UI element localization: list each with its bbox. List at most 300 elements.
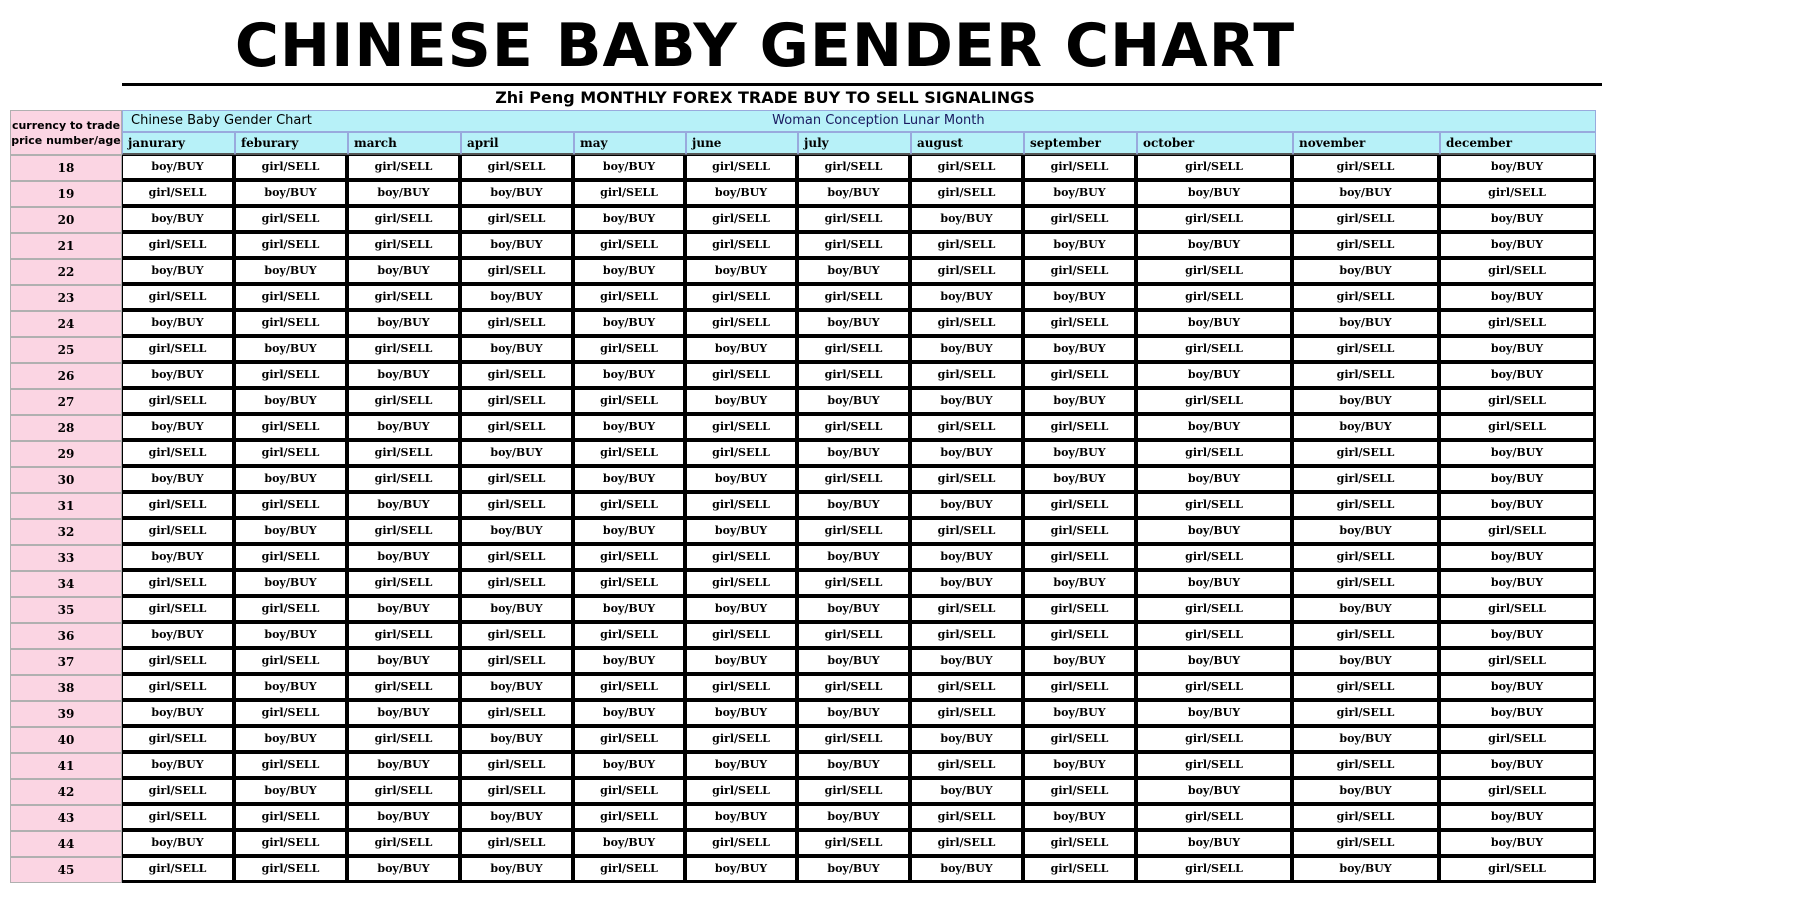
signal-cell: boy/BUY [574,649,686,675]
signal-cell: girl/SELL [1440,727,1596,753]
signal-cell: girl/SELL [686,727,798,753]
signal-cell: girl/SELL [686,545,798,571]
signal-cell: girl/SELL [1440,259,1596,285]
corner-header [10,110,122,155]
signal-cell: girl/SELL [1440,649,1596,675]
signal-cell: girl/SELL [122,441,235,467]
signal-cell: boy/BUY [1024,389,1137,415]
corner-label-line2: price number/age [11,133,121,147]
signal-cell: boy/BUY [798,545,911,571]
signal-cell: girl/SELL [1024,493,1137,519]
signal-cell: girl/SELL [911,259,1024,285]
signal-cell: girl/SELL [348,675,461,701]
age-cell: 24 [10,311,122,337]
signal-cell: girl/SELL [235,415,348,441]
signal-cell: boy/BUY [1440,623,1596,649]
signal-cell: girl/SELL [686,779,798,805]
signal-cell: boy/BUY [461,597,574,623]
page-title: CHINESE BABY GENDER CHART [234,11,1296,81]
signal-cell: boy/BUY [1293,857,1440,883]
table-row [10,233,1596,259]
signal-cell: girl/SELL [798,779,911,805]
signal-cell: girl/SELL [122,805,235,831]
signal-cell: girl/SELL [235,649,348,675]
month-header: july [798,132,911,155]
signal-cell: girl/SELL [461,753,574,779]
signal-cell: girl/SELL [1440,597,1596,623]
signal-cell: girl/SELL [122,181,235,207]
signal-cell: girl/SELL [574,441,686,467]
signal-cell: boy/BUY [348,753,461,779]
signal-cell: boy/BUY [574,753,686,779]
signal-cell: girl/SELL [686,311,798,337]
signal-cell: girl/SELL [911,467,1024,493]
signal-cell: girl/SELL [348,727,461,753]
signal-cell: girl/SELL [461,207,574,233]
signal-cell: boy/BUY [798,701,911,727]
signal-cell: boy/BUY [235,259,348,285]
table-row [10,467,1596,493]
signal-cell: girl/SELL [686,155,798,181]
signal-cell: boy/BUY [461,727,574,753]
signal-cell: girl/SELL [348,155,461,181]
signal-cell: girl/SELL [798,285,911,311]
gender-chart-table [10,110,1596,883]
signal-cell: boy/BUY [798,441,911,467]
age-cell: 37 [10,649,122,675]
signal-cell: girl/SELL [235,441,348,467]
signal-cell: boy/BUY [574,259,686,285]
signal-cell: boy/BUY [574,701,686,727]
signal-cell: girl/SELL [911,233,1024,259]
signal-cell: boy/BUY [1440,285,1596,311]
signal-cell: boy/BUY [574,311,686,337]
signal-cell: boy/BUY [1137,233,1293,259]
signal-cell: girl/SELL [798,207,911,233]
signal-cell: girl/SELL [461,493,574,519]
signal-cell: boy/BUY [686,597,798,623]
signal-cell: boy/BUY [798,181,911,207]
signal-cell: boy/BUY [348,493,461,519]
signal-cell: boy/BUY [122,467,235,493]
table-row [10,597,1596,623]
signal-cell: boy/BUY [1024,337,1137,363]
signal-cell: girl/SELL [798,519,911,545]
signal-cell: girl/SELL [1293,207,1440,233]
signal-cell: girl/SELL [1293,467,1440,493]
signal-cell: girl/SELL [1293,571,1440,597]
signal-cell: boy/BUY [911,285,1024,311]
signal-cell: boy/BUY [348,857,461,883]
signal-cell: boy/BUY [911,571,1024,597]
signal-cell: girl/SELL [686,207,798,233]
title-underline [122,83,1602,86]
table-row [10,623,1596,649]
signal-cell: boy/BUY [574,207,686,233]
signal-cell: boy/BUY [1293,181,1440,207]
chart-body [10,155,1596,883]
signal-cell: boy/BUY [235,727,348,753]
signal-cell: boy/BUY [1440,753,1596,779]
signal-cell: boy/BUY [1024,571,1137,597]
age-cell: 44 [10,831,122,857]
signal-cell: boy/BUY [1440,545,1596,571]
signal-cell: boy/BUY [1137,363,1293,389]
signal-cell: boy/BUY [1024,701,1137,727]
signal-cell: boy/BUY [235,779,348,805]
signal-cell: girl/SELL [798,363,911,389]
age-cell: 25 [10,337,122,363]
month-header: april [461,132,574,155]
signal-cell: girl/SELL [348,779,461,805]
signal-cell: girl/SELL [686,831,798,857]
age-cell: 30 [10,467,122,493]
signal-cell: boy/BUY [911,779,1024,805]
month-header: august [911,132,1024,155]
signal-cell: girl/SELL [1293,701,1440,727]
signal-cell: girl/SELL [461,467,574,493]
signal-cell: girl/SELL [461,259,574,285]
signal-cell: girl/SELL [798,337,911,363]
signal-cell: girl/SELL [911,311,1024,337]
signal-cell: girl/SELL [1137,389,1293,415]
signal-cell: boy/BUY [1137,467,1293,493]
signal-cell: boy/BUY [574,155,686,181]
table-row [10,831,1596,857]
signal-cell: boy/BUY [798,311,911,337]
table-row [10,259,1596,285]
signal-cell: boy/BUY [235,337,348,363]
signal-cell: girl/SELL [348,389,461,415]
signal-cell: boy/BUY [1440,675,1596,701]
month-header: september [1024,132,1137,155]
signal-cell: girl/SELL [798,155,911,181]
signal-cell: boy/BUY [348,545,461,571]
signal-cell: boy/BUY [122,311,235,337]
signal-cell: girl/SELL [1293,337,1440,363]
signal-cell: girl/SELL [461,545,574,571]
signal-cell: girl/SELL [574,545,686,571]
signal-cell: girl/SELL [574,675,686,701]
signal-cell: boy/BUY [1293,597,1440,623]
signal-cell: boy/BUY [1440,233,1596,259]
signal-cell: girl/SELL [1137,441,1293,467]
age-cell: 28 [10,415,122,441]
signal-cell: girl/SELL [1137,805,1293,831]
signal-cell: boy/BUY [1440,571,1596,597]
signal-cell: boy/BUY [1440,701,1596,727]
signal-cell: girl/SELL [911,805,1024,831]
table-row [10,571,1596,597]
signal-cell: girl/SELL [1024,519,1137,545]
signal-cell: girl/SELL [235,805,348,831]
signal-cell: boy/BUY [1293,311,1440,337]
signal-cell: boy/BUY [1293,415,1440,441]
signal-cell: girl/SELL [574,337,686,363]
signal-cell: girl/SELL [122,857,235,883]
signal-cell: girl/SELL [348,519,461,545]
signal-cell: boy/BUY [574,831,686,857]
signal-cell: girl/SELL [235,233,348,259]
signal-cell: girl/SELL [122,389,235,415]
table-row [10,441,1596,467]
signal-cell: girl/SELL [1293,675,1440,701]
signal-cell: girl/SELL [235,857,348,883]
month-header: feburary [235,132,348,155]
signal-cell: girl/SELL [1440,779,1596,805]
signal-cell: boy/BUY [1440,441,1596,467]
signal-cell: girl/SELL [574,727,686,753]
signal-cell: boy/BUY [122,701,235,727]
signal-cell: boy/BUY [235,675,348,701]
signal-cell: girl/SELL [1024,259,1137,285]
signal-cell: boy/BUY [798,753,911,779]
signal-cell: girl/SELL [1440,389,1596,415]
signal-cell: girl/SELL [911,415,1024,441]
age-cell: 36 [10,623,122,649]
signal-cell: girl/SELL [235,311,348,337]
signal-cell: boy/BUY [686,389,798,415]
signal-cell: boy/BUY [122,155,235,181]
signal-cell: boy/BUY [686,467,798,493]
signal-cell: boy/BUY [574,363,686,389]
signal-cell: boy/BUY [1293,389,1440,415]
signal-cell: girl/SELL [1293,545,1440,571]
signal-cell: boy/BUY [1024,467,1137,493]
signal-cell: boy/BUY [1024,181,1137,207]
table-row [10,155,1596,181]
signal-cell: boy/BUY [461,285,574,311]
signal-cell: boy/BUY [1024,233,1137,259]
signal-cell: girl/SELL [1137,675,1293,701]
signal-cell: girl/SELL [1137,207,1293,233]
signal-cell: girl/SELL [1137,727,1293,753]
signal-cell: boy/BUY [461,233,574,259]
signal-cell: girl/SELL [1293,831,1440,857]
signal-cell: girl/SELL [1293,233,1440,259]
signal-cell: girl/SELL [122,337,235,363]
signal-cell: girl/SELL [348,233,461,259]
signal-cell: boy/BUY [122,363,235,389]
age-cell: 39 [10,701,122,727]
table-row [10,207,1596,233]
month-header: november [1293,132,1440,155]
signal-cell: boy/BUY [1440,363,1596,389]
signal-cell: girl/SELL [911,363,1024,389]
signal-cell: girl/SELL [1137,155,1293,181]
signal-cell: boy/BUY [686,519,798,545]
signal-cell: boy/BUY [235,181,348,207]
signal-cell: girl/SELL [461,649,574,675]
signal-cell: girl/SELL [1293,493,1440,519]
signal-cell: girl/SELL [686,233,798,259]
age-cell: 23 [10,285,122,311]
signal-cell: boy/BUY [1440,831,1596,857]
signal-cell: boy/BUY [1440,493,1596,519]
signal-cell: girl/SELL [1137,753,1293,779]
table-row [10,753,1596,779]
age-cell: 26 [10,363,122,389]
signal-cell: boy/BUY [1024,805,1137,831]
signal-cell: boy/BUY [911,207,1024,233]
signal-cell: boy/BUY [911,545,1024,571]
signal-cell: boy/BUY [1440,155,1596,181]
age-cell: 32 [10,519,122,545]
signal-cell: girl/SELL [1293,363,1440,389]
age-cell: 33 [10,545,122,571]
signal-cell: boy/BUY [348,415,461,441]
age-cell: 20 [10,207,122,233]
signal-cell: boy/BUY [574,415,686,441]
signal-cell: boy/BUY [911,389,1024,415]
signal-cell: girl/SELL [122,233,235,259]
signal-cell: girl/SELL [574,779,686,805]
signal-cell: girl/SELL [911,519,1024,545]
signal-cell: boy/BUY [122,831,235,857]
signal-cell: girl/SELL [461,701,574,727]
signal-cell: girl/SELL [798,831,911,857]
signal-cell: boy/BUY [911,649,1024,675]
signal-cell: boy/BUY [911,857,1024,883]
month-header: october [1137,132,1293,155]
signal-cell: boy/BUY [686,857,798,883]
signal-cell: girl/SELL [1024,623,1137,649]
signal-cell: boy/BUY [574,519,686,545]
corner-label-line1: currency to trade [11,118,121,132]
table-row [10,701,1596,727]
signal-cell: boy/BUY [1137,311,1293,337]
table-row [10,675,1596,701]
signal-cell: girl/SELL [235,285,348,311]
signal-cell: girl/SELL [1137,597,1293,623]
signal-cell: boy/BUY [798,597,911,623]
table-row [10,415,1596,441]
signal-cell: girl/SELL [1137,337,1293,363]
signal-cell: girl/SELL [348,207,461,233]
signal-cell: boy/BUY [348,363,461,389]
age-cell: 35 [10,597,122,623]
signal-cell: girl/SELL [235,753,348,779]
signal-cell: girl/SELL [686,675,798,701]
signal-cell: girl/SELL [461,155,574,181]
signal-cell: boy/BUY [461,519,574,545]
signal-cell: girl/SELL [911,701,1024,727]
signal-cell: boy/BUY [1440,337,1596,363]
signal-cell: boy/BUY [798,805,911,831]
signal-cell: boy/BUY [911,493,1024,519]
table-row [10,779,1596,805]
signal-cell: girl/SELL [911,181,1024,207]
signal-cell: girl/SELL [461,571,574,597]
signal-cell: boy/BUY [1024,285,1137,311]
table-row [10,545,1596,571]
signal-cell: girl/SELL [1137,285,1293,311]
table-row [10,857,1596,883]
table-row [10,285,1596,311]
signal-cell: girl/SELL [461,311,574,337]
signal-cell: girl/SELL [686,415,798,441]
signal-cell: girl/SELL [911,831,1024,857]
age-cell: 22 [10,259,122,285]
signal-cell: girl/SELL [348,623,461,649]
signal-cell: boy/BUY [348,259,461,285]
month-header: janurary [122,132,235,155]
table-row [10,337,1596,363]
signal-cell: girl/SELL [1024,415,1137,441]
age-cell: 34 [10,571,122,597]
signal-cell: girl/SELL [1293,753,1440,779]
month-header: june [686,132,798,155]
signal-cell: girl/SELL [461,779,574,805]
age-cell: 19 [10,181,122,207]
signal-cell: boy/BUY [1137,181,1293,207]
signal-cell: boy/BUY [1137,649,1293,675]
signal-cell: girl/SELL [348,285,461,311]
signal-cell: girl/SELL [122,675,235,701]
signal-cell: girl/SELL [235,831,348,857]
signal-cell: girl/SELL [686,363,798,389]
signal-cell: boy/BUY [1024,753,1137,779]
signal-cell: boy/BUY [911,727,1024,753]
signal-cell: boy/BUY [348,311,461,337]
signal-cell: girl/SELL [1024,155,1137,181]
signal-cell: boy/BUY [122,415,235,441]
signal-cell: girl/SELL [1024,207,1137,233]
signal-cell: girl/SELL [798,233,911,259]
signal-cell: girl/SELL [686,493,798,519]
signal-cell: boy/BUY [1137,519,1293,545]
signal-cell: girl/SELL [1137,259,1293,285]
signal-cell: girl/SELL [235,363,348,389]
signal-cell: girl/SELL [798,675,911,701]
age-cell: 42 [10,779,122,805]
signal-cell: boy/BUY [235,623,348,649]
signal-cell: boy/BUY [798,389,911,415]
signal-cell: girl/SELL [686,623,798,649]
signal-cell: girl/SELL [798,467,911,493]
signal-cell: girl/SELL [122,649,235,675]
signal-cell: girl/SELL [1024,779,1137,805]
signal-cell: girl/SELL [1293,441,1440,467]
table-row [10,311,1596,337]
signal-cell: girl/SELL [574,233,686,259]
signal-cell: girl/SELL [686,441,798,467]
signal-cell: boy/BUY [461,805,574,831]
signal-cell: boy/BUY [348,181,461,207]
signal-cell: girl/SELL [798,727,911,753]
signal-cell: boy/BUY [798,857,911,883]
signal-cell: girl/SELL [686,571,798,597]
signal-cell: girl/SELL [122,597,235,623]
signal-cell: girl/SELL [1137,493,1293,519]
table-row [10,805,1596,831]
signal-cell: boy/BUY [122,753,235,779]
signal-cell: boy/BUY [122,207,235,233]
age-cell: 45 [10,857,122,883]
signal-cell: boy/BUY [686,701,798,727]
signal-cell: girl/SELL [1024,831,1137,857]
signal-cell: girl/SELL [1024,597,1137,623]
page-subtitle: Zhi Peng MONTHLY FOREX TRADE BUY TO SELL SIGNALINGS [495,88,1035,107]
signal-cell: boy/BUY [1137,701,1293,727]
signal-cell: boy/BUY [1440,805,1596,831]
signal-cell: girl/SELL [122,285,235,311]
signal-cell: boy/BUY [1137,831,1293,857]
signal-cell: girl/SELL [798,415,911,441]
signal-cell: girl/SELL [461,389,574,415]
signal-cell: boy/BUY [348,597,461,623]
chart-header-center: Woman Conception Lunar Month [772,113,985,128]
